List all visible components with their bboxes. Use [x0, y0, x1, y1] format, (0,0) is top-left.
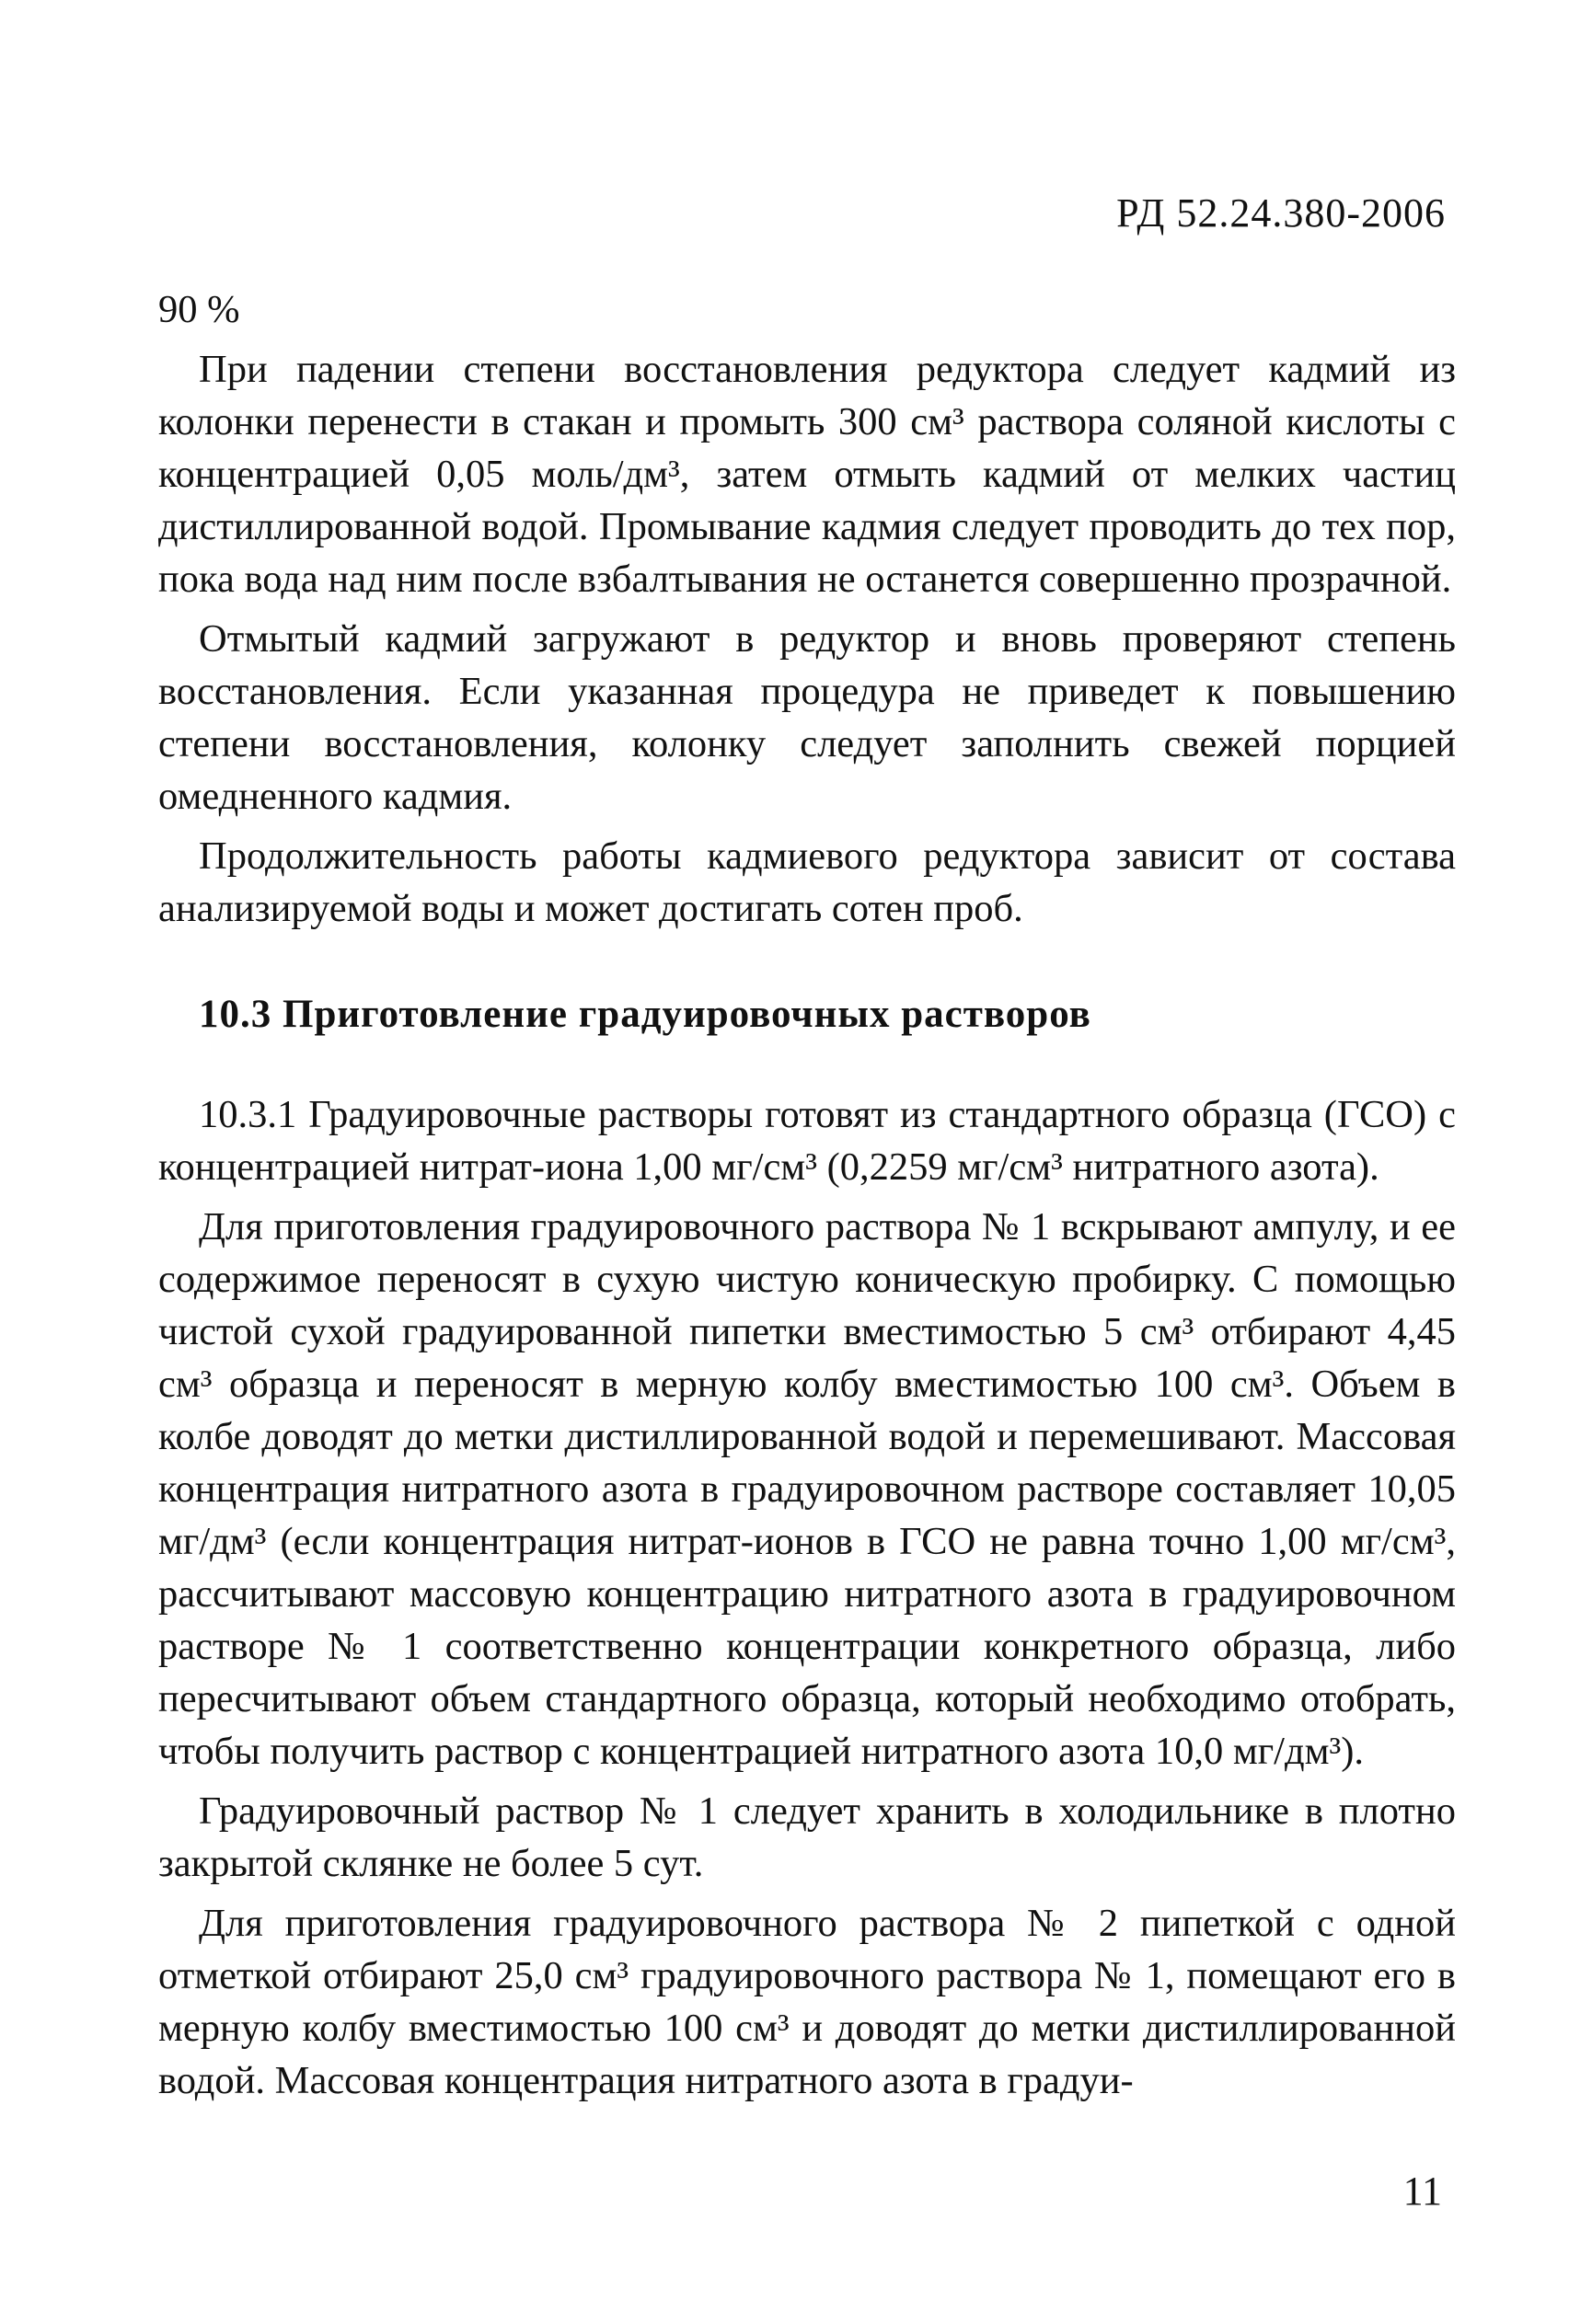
page-number: 11 [1402, 2169, 1442, 2214]
paragraph-solution-1-preparation: Для приготовления градуировочного раствора № 1 вскрывают ампулу, и ее содержимое переносят в сухую чистую коническую пробирку. С помощью чистой сухой градуированной пипетки вместимостью 5 см³ отбирают 4,45 см³ образца и переносят в мерную колбу вместимостью 100 см³. Объем в колбе доводят до метки дистиллированной водой и перемешивают. Массовая концентрация нитратного азота в градуировочном растворе составляет 10,05 мг/дм³ (если концентрация нитрат-ионов в ГСО не равна точно 1,00 мг/см³, рассчитывают массовую концентрацию нитратного азота в градуировочном растворе № 1 соответственно концентрации конкретного образца, либо пересчитывают объем стандартного образца, который необходимо отобрать, чтобы получить раствор с концентрацией нитратного азота 10,0 мг/дм³). [158, 1205, 1456, 1773]
paragraph-solution-2-preparation: Для приготовления градуировочного раствора № 2 пипеткой с одной отметкой отбирают 25,0 см³ градуировочного раствора № 1, помещают его в мерную колбу вместимостью 100 см³ и доводят до метки дистиллированной водой. Массовая концентрация нитратного азота в градуи- [158, 1902, 1456, 2102]
paragraph-cadmium-reload: Отмытый кадмий загружают в редуктор и вновь проверяют степень восстановления. Если указанная процедура не приведет к повышению степени восстановления, колонку следует заполнить свежей порцией омедненного кадмия. [158, 617, 1456, 818]
paragraph-reductor-lifetime: Продолжительность работы кадмиевого редуктора зависит от состава анализируемой воды и может достигать сотен проб. [158, 834, 1456, 930]
paragraph-10-3-1: 10.3.1 Градуировочные растворы готовят из стандартного образца (ГСО) с концентрацией нитрат-иона 1,00 мг/см³ (0,2259 мг/см³ нитратного азота). [158, 1093, 1456, 1189]
paragraph-cadmium-washing: При падении степени восстановления редуктора следует кадмий из колонки перенести в стакан и промыть 300 см³ раствора соляной кислоты с концентрацией 0,05 моль/дм³, затем отмыть кадмий от мелких частиц дистиллированной водой. Промывание кадмия следует проводить до тех пор, пока вода над ним после взбалтывания не останется совершенно прозрачной. [158, 348, 1456, 601]
body-text [158, 283, 1456, 2114]
paragraph-solution-1-storage: Градуировочный раствор № 1 следует хранить в холодильнике в плотно закрытой склянке не более 5 сут. [158, 1789, 1456, 1885]
section-heading: 10.3 Приготовление градуировочных растворов [199, 993, 1091, 1036]
percent-line: 90 % [158, 288, 240, 331]
document-code: РД 52.24.380-2006 [1116, 190, 1446, 236]
